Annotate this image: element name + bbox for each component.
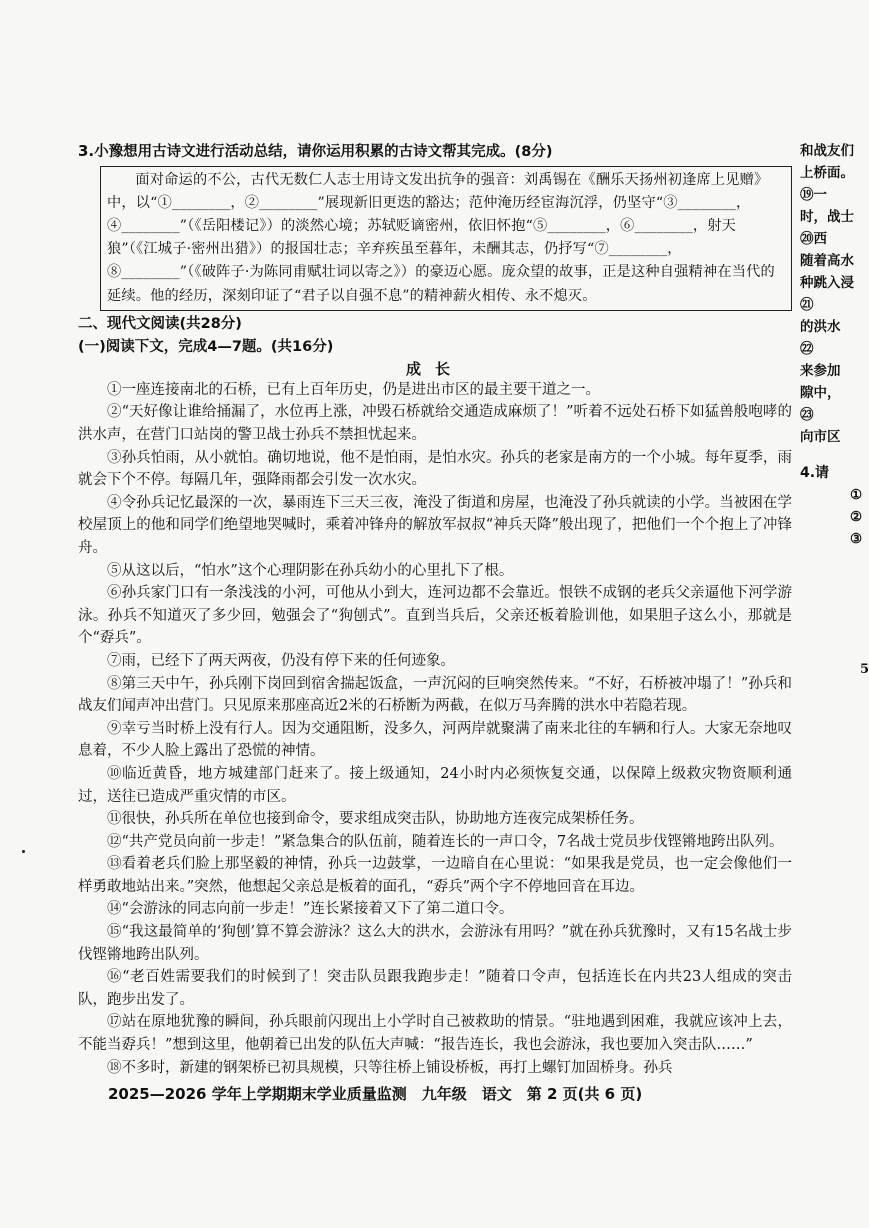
paragraph: ①一座连接南北的石桥，已有上百年历史，仍是进出市区的最主要干道之一。 [107, 381, 600, 398]
paragraph: ⑦雨，已经下了两天两夜，仍没有停下来的任何迹象。 [107, 652, 455, 669]
question-3-stem [78, 140, 792, 164]
strip-line: ⑲一 [800, 187, 827, 203]
paragraph: ⑫“共产党员向前一步走！”紧急集合的队伍前，随着连长的一声口令，7名战士党员步伐铿锵地跨出队列。 [107, 833, 784, 850]
paragraph: ⑩临近黄昏，地方城建部门赶来了。接上级通知，24小时内必须恢复交通，以保障上级救灾物资顺利通过，送往已造成严重灾情的市区。 [78, 765, 792, 805]
paragraph: ②“天好像让谁给捅漏了，水位再上涨，冲毁石桥就给交通造成麻烦了！”听着不远处石桥下如猛兽般咆哮的洪水声，在营门口站岗的警卫战士孙兵不禁担忧起来。 [78, 404, 792, 443]
paragraph: ⑱不多时，新建的钢架桥已初具规模，只等往桥上铺设桥板，再打上螺钉加固桥身。孙兵 [107, 1059, 673, 1076]
section-heading: 二、现代文阅读(共28分) [78, 315, 242, 332]
strip-line: 上桥面。 [800, 165, 854, 181]
scan-dot [22, 850, 25, 853]
strip-line: 的洪水 [800, 319, 841, 335]
next-page-strip [800, 140, 867, 550]
paragraph: ⑭“会游泳的同志向前一步走！”连长紧接着又下了第二道口令。 [107, 901, 514, 918]
strip-line: ㉒ [800, 341, 814, 357]
strip-item: ① [850, 487, 863, 503]
strip-line: ⑳西 [800, 231, 827, 247]
article-body [78, 379, 792, 1079]
paragraph: ⑯“老百姓需要我们的时候到了！突击队员跟我跑步走！”随着口令声，包括连长在内共23人组成的突击队，跑步出发了。 [78, 969, 792, 1008]
strip-line: 种跳入浸 [800, 275, 854, 291]
paragraph: ⑮“我这最简单的‘狗刨’算不算会游泳？这么大的洪水，会游泳有用吗？”就在孙兵犹豫时，又有15名战士步伐铿锵地跨出队列。 [78, 924, 792, 963]
poetry-fill-box [100, 166, 792, 311]
poetry-fill-text: 面对命运的不公，古代无数仁人志士用诗文发出抗争的强音：刘禹锡在《酬乐天扬州初逢席上见赠》中，以“①________，②________”展现新旧更迭的豁达；范仲淹历经宦海沉浮，仍坚守“③________，④________”（《岳阳楼记》）的淡然心境；苏轼贬谪密州，依旧怀抱“⑤________，⑥________，射天狼”（《江城子·密州出猎》）的报国壮志；辛弃疾虽至暮年，未酬其志，仍抒写“⑦________，⑧________”（《破阵子·为陈同甫赋壮词以寄之》）的豪迈心愿。庞众望的故事，正是这种自强精神在当代的延续。他的经历，深刻印证了“君子以自强不息”的精神薪火相传、永不熄灭。 [107, 171, 775, 304]
strip-line: 随着高水 [800, 253, 854, 269]
strip-item: ② [850, 509, 863, 525]
article-title: 成长 [405, 359, 464, 378]
question-3-number: 3. [78, 142, 95, 160]
main-column [78, 140, 792, 1079]
paragraph: ⑰站在原地犹豫的瞬间，孙兵眼前闪现出上小学时自己被救助的情景。“驻地遇到困难，我就应该冲上去，不能当孬兵！”想到这里，他朝着已出发的队伍大声喊：“报告连长，我也会游泳，我也要加入突击队……” [78, 1014, 792, 1054]
paragraph: ③孙兵怕雨，从小就怕。确切地说，他不是怕雨，是怕水灾。孙兵的老家是南方的一个小城。每年夏季，雨就会下个不停。每隔几年，强降雨都会引发一次水灾。 [78, 449, 792, 489]
strip-line: 来参加 [800, 363, 841, 379]
strip-line: 和战友们 [800, 143, 854, 159]
strip-mark: 5 [860, 662, 869, 677]
question-3-text: 小豫想用古诗文进行活动总结，请你运用积累的古诗文帮其完成。(8分) [94, 144, 553, 160]
paragraph: ⑨幸亏当时桥上没有行人。因为交通阻断，没多久，河两岸就聚满了南来北往的车辆和行人。大家无奈地叹息着，不少人脸上露出了恐慌的神情。 [78, 720, 792, 760]
strip-question-4: 4.请 [800, 465, 830, 481]
strip-line: ㉑ [800, 297, 814, 313]
paragraph: ⑤从这以后，“怕水”这个心理阴影在孙兵幼小的心里扎下了根。 [107, 562, 514, 579]
paragraph: ⑬看着老兵们脸上那坚毅的神情，孙兵一边鼓掌，一边暗自在心里说：“如果我是党员，也一定会像他们一样勇敢地站出来。”突然，他想起父亲总是板着的面孔，“孬兵”两个字不停地回音在耳边。 [78, 856, 792, 895]
strip-line: 向市区 [800, 429, 841, 445]
paragraph: ⑪很快，孙兵所在单位也接到命令，要求组成突击队，协助地方连夜完成架桥任务。 [107, 811, 644, 828]
paragraph: ⑥孙兵家门口有一条浅浅的小河，可他从小到大，连河边都不会靠近。恨铁不成钢的老兵父亲逼他下河学游泳。孙兵不知道灭了多少回，勉强会了“狗刨式”。直到当兵后，父亲还板着脸训他，如果胆子这么小，那就是个“孬兵”。 [78, 585, 792, 647]
strip-line: 时，战士 [800, 209, 854, 225]
strip-line: 隙中， [800, 385, 841, 401]
paragraph: ⑧第三天中午，孙兵刚下岗回到宿舍揣起饭盒，一声沉闷的巨响突然传来。“不好，石桥被冲塌了！”孙兵和战友们闻声冲出营门。只见原来那座高近2米的石桥断为两截，在似万马奔腾的洪水中若隐若现。 [78, 675, 792, 715]
page-footer: 2025—2026 学年上学期期末学业质量监测 九年级 语文 第 2 页(共 6 页) [108, 1085, 643, 1103]
paragraph: ④令孙兵记忆最深的一次，暴雨连下三天三夜，淹没了街道和房屋，也淹没了孙兵就读的小学。当被困在学校屋顶上的他和同学们绝望地哭喊时，乘着冲锋舟的解放军叔叔“神兵天降”般出现了，把他们一个个抱上了冲锋舟。 [78, 494, 792, 556]
sub-section-heading: (一)阅读下文，完成4—7题。(共16分) [78, 338, 334, 355]
strip-line: ㉓ [800, 407, 814, 423]
strip-item: ③ [850, 531, 863, 547]
